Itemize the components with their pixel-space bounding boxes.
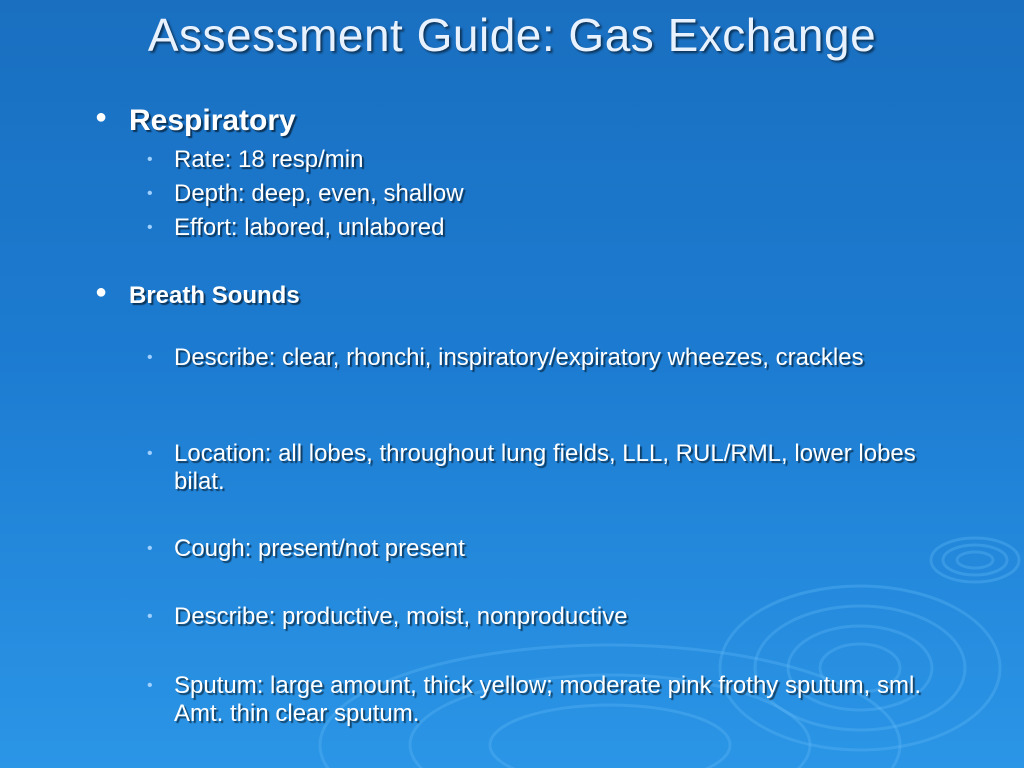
list-item: • Depth: deep, even, shallow — [147, 180, 464, 207]
sub-bullet-icon: • — [147, 445, 153, 462]
section-heading: Respiratory — [129, 104, 296, 137]
bullet-dot-icon: ● — [95, 106, 108, 128]
list-item: • Cough: present/not present — [147, 535, 465, 562]
slide-title: Assessment Guide: Gas Exchange — [147, 9, 877, 61]
sub-bullet-icon: • — [147, 151, 153, 168]
bullet-respiratory — [95, 104, 296, 138]
sub-bullet-icon: • — [147, 677, 153, 694]
list-item: • Location: all lobes, throughout lung fields, LLL, RUL/RML, lower lobes bilat. — [147, 440, 916, 495]
list-item: • Effort: labored, unlabored — [147, 214, 445, 241]
bullet-breath-sounds — [95, 281, 300, 310]
sub-bullet-icon: • — [147, 540, 153, 557]
sub-bullet-icon: • — [147, 349, 153, 366]
list-item: • Sputum: large amount, thick yellow; moderate pink frothy sputum, sml. Amt. thin clear sputum. — [147, 672, 921, 727]
list-item: • Rate: 18 resp/min — [147, 146, 364, 173]
sub-bullet-icon: • — [147, 185, 153, 202]
sub-bullet-icon: • — [147, 608, 153, 625]
list-item: • Describe: clear, rhonchi, inspiratory/expiratory wheezes, crackles — [147, 344, 864, 371]
sub-bullet-icon: • — [147, 219, 153, 236]
list-item: • Describe: productive, moist, nonproductive — [147, 603, 628, 630]
section-heading: Breath Sounds — [129, 282, 300, 309]
bullet-dot-icon: ● — [95, 281, 108, 303]
